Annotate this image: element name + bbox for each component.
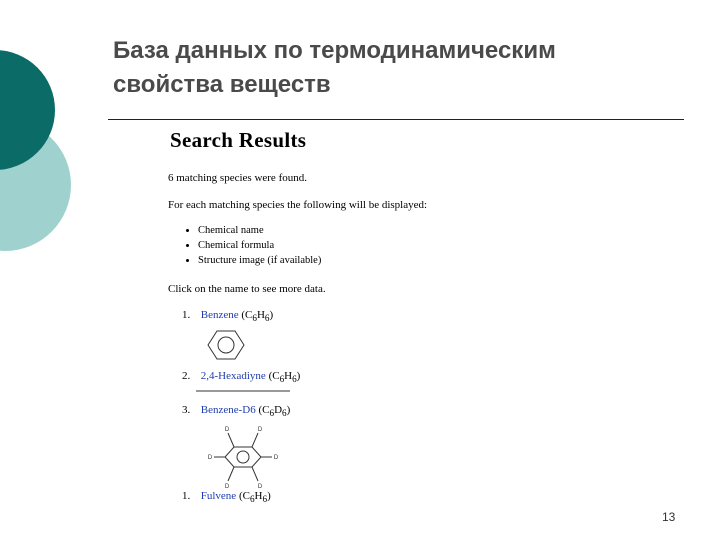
result-formula: $(C_6H_6)$ — [238, 490, 271, 505]
result-formula: $(C_6H_6)$ — [241, 309, 274, 324]
result-formula: $(C_6H_6)$ — [268, 370, 301, 385]
click-hint-text: Click on the name to see more data. — [168, 283, 326, 295]
atom-label: D — [257, 484, 263, 490]
result-number: 2. — [182, 370, 191, 382]
result-item-hexadiyne — [182, 370, 300, 384]
benzene-d6-structure-image — [204, 423, 282, 491]
slide-title-line1: База данных по термодинамическим — [113, 37, 556, 64]
atom-label: D — [224, 427, 230, 433]
atom-label: D — [257, 427, 263, 433]
hexadiyne-structure-image — [196, 388, 292, 394]
decorative-circles — [0, 0, 100, 300]
atom-label: D — [207, 455, 213, 461]
result-link-hexadiyne[interactable]: 2,4-Hexadiyne — [200, 370, 266, 382]
atom-label: D — [273, 455, 279, 461]
list-item: • Structure image (if available) — [198, 253, 321, 268]
search-results-screenshot — [168, 125, 508, 515]
benzene-structure-image — [206, 328, 246, 362]
search-results-heading: Search Results — [170, 128, 307, 152]
result-link-benzene[interactable]: Benzene — [200, 309, 239, 321]
result-item-benzene-d6 — [182, 404, 290, 418]
match-count-text: 6 matching species were found. — [168, 172, 307, 184]
result-formula: $(C_6D_6)$ — [258, 404, 291, 419]
page-number: 13 — [662, 510, 676, 524]
result-item-fulvene — [182, 490, 271, 504]
atom-label: D — [224, 484, 230, 490]
slide-title-line2: свойства веществ — [113, 71, 331, 98]
result-item-benzene — [182, 309, 273, 323]
list-item: • Chemical formula — [198, 238, 321, 253]
result-link-fulvene[interactable]: Fulvene — [200, 490, 237, 502]
intro-text: For each matching species the following will be displayed: — [168, 199, 428, 211]
display-fields-list — [168, 223, 321, 268]
result-number: 3. — [182, 404, 191, 416]
result-number: 1. — [182, 309, 191, 321]
result-number: 1. — [182, 490, 191, 502]
slide-title — [113, 34, 703, 102]
title-divider — [108, 119, 684, 120]
list-item: • Chemical name — [198, 223, 321, 238]
result-link-benzene-d6[interactable]: Benzene-D6 — [200, 404, 256, 416]
